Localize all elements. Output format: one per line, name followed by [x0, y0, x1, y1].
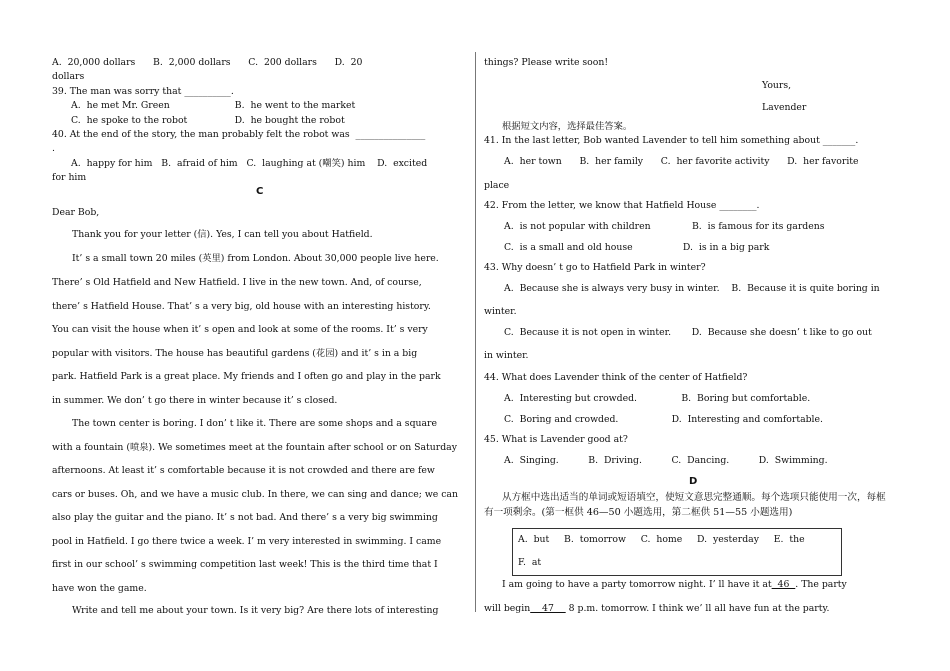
q40-options-cont: for him	[52, 172, 87, 183]
letter-paragraph: Thank you for your letter (信). Yes, I can tell you about Hatfield.	[72, 229, 373, 240]
letter-line: It’ s a small town 20 miles (英里) from London. About 30,000 people live here.	[72, 253, 439, 264]
cloze-text: will begin	[484, 603, 531, 614]
letter-line: have won the game.	[52, 583, 147, 594]
letter-closing-line: things? Please write soon!	[484, 57, 609, 68]
q41-options-cont: place	[484, 180, 510, 191]
q40-options: A. happy for him B. afraid of him C. laughing at (嘲笑) him D. excited	[71, 158, 428, 169]
letter-salutation: Dear Bob,	[52, 207, 100, 218]
cloze-blank-47: 47	[530, 603, 566, 614]
reading-instruction: 根据短文内容，选择最佳答案。	[502, 121, 633, 132]
q41-options: A. her town B. her family C. her favorite activity D. her favorite	[504, 156, 859, 167]
q42-stem: 42. From the letter, we know that Hatfield House ________.	[484, 200, 760, 211]
q43-options-cd: C. Because it is not open in winter. D. Because she doesn’ t like to go out	[504, 327, 872, 338]
section-c-heading: C	[256, 186, 264, 197]
section-d-heading: D	[689, 476, 698, 487]
q44-options-ab: A. Interesting but crowded. B. Boring but comfortable.	[504, 393, 811, 404]
cloze-text: 8 p.m. tomorrow. I think we’ ll all have fun at the party.	[565, 603, 830, 614]
q44-stem: 44. What does Lavender think of the center of Hatfield?	[484, 372, 748, 383]
q43-options-ab-cont: winter.	[484, 306, 517, 317]
letter-line: first in our school’ s swimming competition last week! This is the third time that I	[52, 559, 438, 570]
q40-stem: 40. At the end of the story, the man probably felt the robot was _______________	[52, 129, 426, 140]
q38-options: A. 20,000 dollars B. 2,000 dollars C. 200 dollars D. 20	[52, 57, 363, 68]
section-d-instruction-cont: 有一项剩余。(第一框供 46—50 小题选用，第二框供 51—55 小题选用)	[484, 507, 793, 518]
cloze-text: I am going to have a party tomorrow night. I’ ll have it at	[502, 579, 772, 590]
q43-stem: 43. Why doesn’ t go to Hatfield Park in winter?	[484, 262, 706, 273]
q39-stem: 39. The man was sorry that __________.	[52, 86, 234, 97]
cloze-line	[484, 603, 829, 615]
letter-line: with a fountain (喷泉). We sometimes meet at the fountain after school or on Saturday	[52, 442, 457, 453]
q44-options-cd: C. Boring and crowded. D. Interesting and comfortable.	[504, 414, 823, 425]
letter-signoff: Yours,	[762, 80, 792, 91]
word-bank-line: F. at	[518, 557, 542, 568]
letter-line: also play the guitar and the piano. It’ s not bad. And there’ s a very big swimming	[52, 512, 438, 523]
word-bank-line: A. but B. tomorrow C. home D. yesterday E. the	[518, 534, 805, 545]
q38-options-cont: dollars	[52, 71, 85, 82]
letter-line: popular with visitors. The house has beautiful gardens (花园) and it’ s in a big	[52, 348, 418, 359]
letter-line: There’ s Old Hatfield and New Hatfield. I live in the new town. And, of course,	[52, 277, 422, 288]
q39-options-cd: C. he spoke to the robot D. he bought the robot	[71, 115, 345, 126]
column-divider	[475, 52, 476, 612]
section-d-instruction: 从方框中选出适当的单词或短语填空，使短文意思完整通顺。每个选项只能使用一次，每框	[502, 492, 886, 503]
q42-options-cd: C. is a small and old house D. is in a big park	[504, 242, 770, 253]
letter-line: pool in Hatfield. I go there twice a week. I’ m very interested in swimming. I came	[52, 536, 442, 547]
cloze-line	[502, 579, 847, 591]
q43-options-ab: A. Because she is always very busy in winter. B. Because it is quite boring in	[504, 283, 880, 294]
q41-stem: 41. In the last letter, Bob wanted Lavender to tell him something about _______.	[484, 135, 859, 146]
letter-line: Write and tell me about your town. Is it very big? Are there lots of interesting	[72, 605, 439, 616]
letter-line: cars or buses. Oh, and we have a music club. In there, we can sing and dance; we can	[52, 489, 458, 500]
letter-line: park. Hatfield Park is a great place. My friends and I often go and play in the park	[52, 371, 441, 382]
q45-options: A. Singing. B. Driving. C. Dancing. D. Swimming.	[504, 455, 828, 466]
letter-signature: Lavender	[762, 102, 807, 113]
letter-line: there’ s Hatfield House. That’ s a very big, old house with an interesting history.	[52, 301, 431, 312]
q40-stem-end: .	[52, 143, 55, 154]
q43-options-cd-cont: in winter.	[484, 350, 529, 361]
cloze-text: . The party	[795, 579, 847, 590]
cloze-blank-46: 46	[771, 579, 796, 590]
q39-options-ab: A. he met Mr. Green B. he went to the market	[71, 100, 356, 111]
letter-line: The town center is boring. I don’ t like it. There are some shops and a square	[72, 418, 437, 429]
q42-options-ab: A. is not popular with children B. is famous for its gardens	[504, 221, 825, 232]
letter-line: You can visit the house when it’ s open and look at some of the rooms. It’ s very	[52, 324, 428, 335]
q45-stem: 45. What is Lavender good at?	[484, 434, 628, 445]
letter-line: afternoons. At least it’ s comfortable because it is not crowded and there are few	[52, 465, 435, 476]
letter-line: in summer. We don’ t go there in winter because it’ s closed.	[52, 395, 338, 406]
